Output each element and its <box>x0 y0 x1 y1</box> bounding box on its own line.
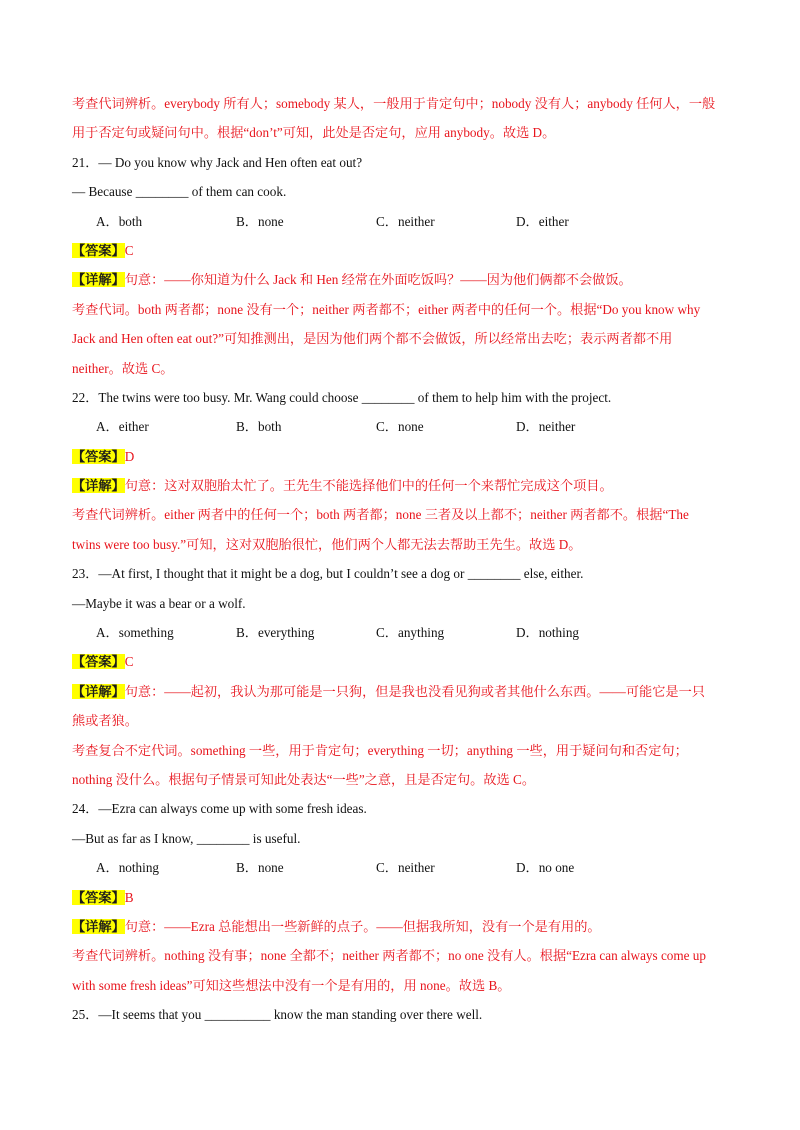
question-stem: 21．— Do you know why Jack and Hen often eat out? <box>72 154 363 170</box>
answer-value: C <box>124 654 134 670</box>
answer-value: D <box>124 448 135 464</box>
explanation-line: 考查代词。both 两者都；none 没有一个；neither 两者都不；either 两者中的任何一个。根据“Do you know why <box>72 301 701 317</box>
explanation-line: neither。故选 C。 <box>72 360 174 376</box>
detail-tag: 【详解】 <box>72 272 125 288</box>
options-row <box>72 212 728 232</box>
answer-line <box>72 241 728 261</box>
answer-line <box>72 652 728 672</box>
detail-tag: 【详解】 <box>72 683 125 699</box>
question-stem: —But as far as I know, ________ is useful. <box>72 830 301 846</box>
explanation-line: nothing 没什么。根据句子情景可知此处表达“一些”之意，且是否定句。故选 C。 <box>72 771 536 787</box>
option-d: D．nothing <box>516 625 580 641</box>
explanation-line: 用于否定句或疑问句中。根据“don’t”可知，此处是否定句，应用 anybody。故选 D。 <box>72 125 556 141</box>
answer-line <box>72 447 728 467</box>
option-d: D．either <box>516 213 569 229</box>
question-stem: 25．—It seems that you __________ know the man standing over there well. <box>72 1007 483 1023</box>
document-page <box>72 94 728 1035</box>
detail-line <box>72 476 728 496</box>
option-a: A．either <box>96 419 149 435</box>
answer-tag: 【答案】 <box>72 448 125 464</box>
options-row <box>72 417 728 437</box>
answer-tag: 【答案】 <box>72 889 125 905</box>
question-stem: — Because ________ of them can cook. <box>72 184 287 200</box>
explanation-line: with some fresh ideas”可知这些想法中没有一个是有用的，用 none。故选 B。 <box>72 977 511 993</box>
option-b: B．everything <box>236 625 315 641</box>
option-c: C．none <box>376 419 424 435</box>
option-b: B．none <box>236 213 284 229</box>
detail-line <box>72 917 728 937</box>
detail-text: 句意：——起初，我认为那可能是一只狗，但是我也没看见狗或者其他什么东西。——可能它是一只 <box>124 683 705 699</box>
option-c: C．neither <box>376 860 435 876</box>
options-row <box>72 858 728 878</box>
options-row <box>72 623 728 643</box>
detail-line <box>72 270 728 290</box>
explanation-line: 考查代词辨析。either 两者中的任何一个；both 两者都；none 三者及以上都不；neither 两者都不。根据“The <box>72 507 689 523</box>
explanation-line: 考查代词辨析。nothing 没有事；none 全都不；neither 两者都不；no one 没有人。根据“Ezra can always come up <box>72 948 706 964</box>
detail-text: 句意：这对双胞胎太忙了。王先生不能选择他们中的任何一个来帮忙完成这个项目。 <box>124 478 613 494</box>
detail-line <box>72 682 728 702</box>
answer-value: B <box>124 889 134 905</box>
option-c: C．neither <box>376 213 435 229</box>
question-stem: 23．—At first, I thought that it might be a dog, but I couldn’t see a dog or ________ else, either. <box>72 566 584 582</box>
explanation-line: 考查代词辨析。everybody 所有人；somebody 某人，一般用于肯定句中；nobody 没有人；anybody 任何人，一般 <box>72 96 716 111</box>
option-a: A．something <box>96 625 174 641</box>
answer-tag: 【答案】 <box>72 242 125 258</box>
question-stem: 24．—Ezra can always come up with some fresh ideas. <box>72 801 367 817</box>
answer-value: C <box>124 242 134 258</box>
explanation-line: twins were too busy.”可知，这对双胞胎很忙，他们两个人都无法去帮助王先生。故选 D。 <box>72 536 582 552</box>
detail-tag: 【详解】 <box>72 918 125 934</box>
option-a: A．both <box>96 213 143 229</box>
option-d: D．neither <box>516 419 576 435</box>
question-stem: —Maybe it was a bear or a wolf. <box>72 595 246 611</box>
option-c: C．anything <box>376 625 445 641</box>
detail-tag: 【详解】 <box>72 478 125 494</box>
answer-line <box>72 888 728 908</box>
question-stem: 22．The twins were too busy. Mr. Wang could choose ________ of them to help him with the project. <box>72 389 612 405</box>
explanation-line: Jack and Hen often eat out?”可知推测出，是因为他们两个都不会做饭，所以经常出去吃；表示两者都不用 <box>72 331 673 347</box>
option-d: D．no one <box>516 860 575 876</box>
detail-continuation: 熊或者狼。 <box>72 713 138 729</box>
option-b: B．both <box>236 419 282 435</box>
detail-text: 句意：——你知道为什么 Jack 和 Hen 经常在外面吃饭吗？——因为他们俩都不会做饭。 <box>124 272 632 288</box>
explanation-line: 考查复合不定代词。something 一些，用于肯定句；everything 一切；anything 一些，用于疑问句和否定句； <box>72 742 688 758</box>
option-b: B．none <box>236 860 284 876</box>
detail-text: 句意：——Ezra 总能想出一些新鲜的点子。——但据我所知，没有一个是有用的。 <box>124 918 601 934</box>
option-a: A．nothing <box>96 860 160 876</box>
answer-tag: 【答案】 <box>72 654 125 670</box>
